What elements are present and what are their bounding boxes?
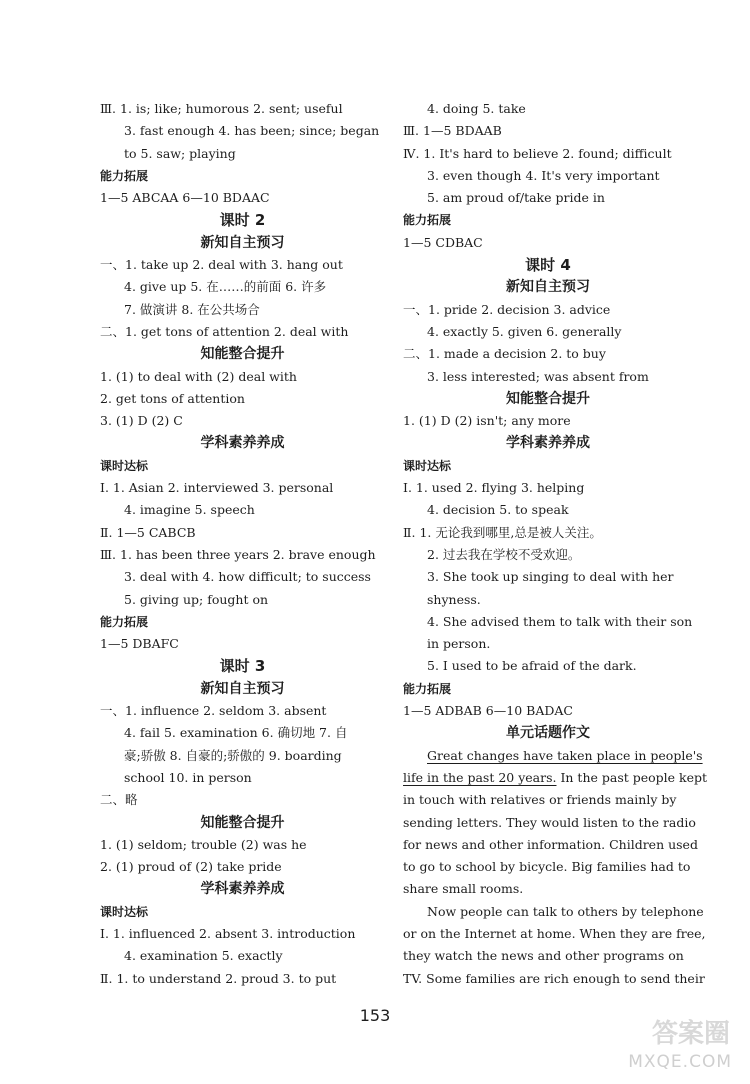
essay-line [403, 745, 703, 767]
answer-line: Ⅲ. 1. is; like; humorous 2. sent; useful [100, 101, 343, 116]
answer-line: 5. I used to be afraid of the dark. [427, 658, 637, 674]
answer-line: 二、1. made a decision 2. to buy [403, 346, 606, 362]
answer-line: school 10. in person [124, 769, 252, 785]
answer-line: Ⅱ. 1. 无论我到哪里,总是被人关注。 [403, 524, 602, 540]
subsection-heading: 课时达标 [403, 458, 452, 473]
watermark-url: MXQE.COM [628, 1052, 732, 1072]
answer-line: 1—5 DBAFC [100, 636, 179, 652]
subsection-heading: 课时达标 [100, 458, 149, 473]
answer-line: 4. She advised them to talk with their son [427, 613, 693, 629]
answer-line: to 5. saw; playing [124, 145, 236, 161]
section-heading: 学科素养养成 [200, 881, 285, 898]
page-number: 153 [359, 1006, 391, 1025]
answer-line: 4. fail 5. examination 6. 确切地 7. 自 [124, 725, 348, 741]
essay-underlined-text: Great changes have taken place in people's [427, 747, 703, 763]
answer-line: 4. give up 5. 在……的前面 6. 许多 [124, 279, 327, 295]
answer-line: shyness. [427, 591, 481, 607]
answer-line: 一、1. pride 2. decision 3. advice [403, 301, 611, 317]
essay-line: to go to school by bicycle. Big families had to [403, 859, 691, 875]
subsection-heading: 能力拓展 [403, 681, 452, 696]
answer-line: 4. decision 5. to speak [427, 502, 569, 518]
answer-line: 1. (1) D (2) isn't; any more [403, 413, 571, 429]
answer-line: 1—5 CDBAC [403, 234, 483, 250]
essay-line: or on the Internet at home. When they are free, [403, 925, 706, 941]
right-column [403, 98, 708, 990]
section-heading: 新知自主预习 [506, 279, 590, 296]
answer-line: 3. (1) D (2) C [100, 413, 183, 429]
left-column [100, 98, 385, 990]
answer-line: Ⅰ. 1. used 2. flying 3. helping [403, 480, 585, 496]
subsection-heading: 能力拓展 [403, 213, 452, 228]
essay-line: Now people can talk to others by telephone [427, 903, 704, 919]
answer-line: Ⅰ. 1. Asian 2. interviewed 3. personal [100, 480, 334, 496]
section-heading: 知能整合提升 [200, 346, 285, 363]
answer-line: 2. get tons of attention [100, 390, 245, 406]
answer-line: 5. giving up; fought on [124, 591, 269, 607]
answer-line: in person. [427, 636, 491, 652]
answer-line: Ⅰ. 1. influenced 2. absent 3. introduction [100, 925, 356, 941]
answer-line: Ⅲ. 1—5 BDAAB [403, 123, 502, 139]
answer-line: 7. 做演讲 8. 在公共场合 [124, 301, 260, 317]
section-heading: 新知自主预习 [200, 680, 285, 697]
answer-line: 一、1. take up 2. deal with 3. hang out [100, 257, 343, 273]
answer-line: 3. even though 4. It's very important [427, 167, 660, 183]
section-heading: 知能整合提升 [506, 390, 590, 407]
lesson-heading: 课时 2 [219, 211, 266, 230]
lesson-heading: 课时 4 [525, 256, 571, 275]
essay-line: share small rooms. [403, 881, 524, 897]
watermark-logo: 答案圈 [651, 1019, 730, 1049]
answer-line: 二、略 [100, 792, 138, 808]
answer-line: 1—5 ADBAB 6—10 BADAC [403, 703, 573, 719]
answer-line: 3. fast enough 4. has been; since; began [124, 123, 380, 139]
answer-line: 1—5 ABCAA 6—10 BDAAC [100, 190, 270, 206]
answer-line: 1. (1) seldom; trouble (2) was he [100, 836, 307, 852]
section-heading: 知能整合提升 [200, 814, 285, 831]
answer-line: 二、1. get tons of attention 2. deal with [100, 323, 349, 339]
answer-line: 一、1. influence 2. seldom 3. absent [100, 703, 327, 719]
answer-line: 4. examination 5. exactly [124, 948, 283, 964]
essay-line [403, 767, 708, 789]
answer-line: 5. am proud of/take pride in [427, 190, 605, 206]
answer-line: 3. deal with 4. how difficult; to success [124, 569, 371, 585]
essay-line: they watch the news and other programs on [403, 948, 684, 964]
subsection-heading: 能力拓展 [100, 614, 149, 629]
answer-line: Ⅱ. 1—5 CABCB [100, 524, 196, 540]
answer-line: 4. doing 5. take [427, 101, 526, 116]
subsection-heading: 能力拓展 [100, 168, 149, 183]
essay-line: in touch with relatives or friends mainly by [403, 792, 677, 808]
answer-line: 3. She took up singing to deal with her [427, 569, 674, 585]
answer-line: 豪;骄傲 8. 自豪的;骄傲的 9. boarding [124, 747, 342, 763]
section-heading: 学科素养养成 [506, 435, 590, 452]
answer-line: 2. (1) proud of (2) take pride [100, 859, 282, 875]
essay-text: In the past people kept [556, 769, 708, 785]
lesson-heading: 课时 3 [219, 657, 266, 676]
essay-line: for news and other information. Children used [403, 836, 698, 852]
answer-line: Ⅱ. 1. to understand 2. proud 3. to put [100, 970, 337, 986]
subsection-heading: 课时达标 [100, 904, 149, 919]
section-heading: 新知自主预习 [200, 234, 285, 251]
section-heading: 学科素养养成 [200, 435, 285, 452]
answer-line: 3. less interested; was absent from [427, 368, 649, 384]
answer-line: 4. exactly 5. given 6. generally [427, 323, 622, 339]
essay-line: sending letters. They would listen to the radio [403, 814, 696, 830]
answer-line: 4. imagine 5. speech [124, 502, 255, 518]
answer-line: Ⅳ. 1. It's hard to believe 2. found; difficult [403, 145, 672, 161]
essay-underlined-text: life in the past 20 years. [403, 769, 557, 785]
answer-line: 1. (1) to deal with (2) deal with [100, 368, 297, 384]
section-heading: 单元话题作文 [506, 725, 590, 742]
answer-line: Ⅲ. 1. has been three years 2. brave enough [100, 546, 376, 562]
essay-line: TV. Some families are rich enough to send their [403, 970, 705, 986]
answer-line: 2. 过去我在学校不受欢迎。 [427, 546, 581, 562]
